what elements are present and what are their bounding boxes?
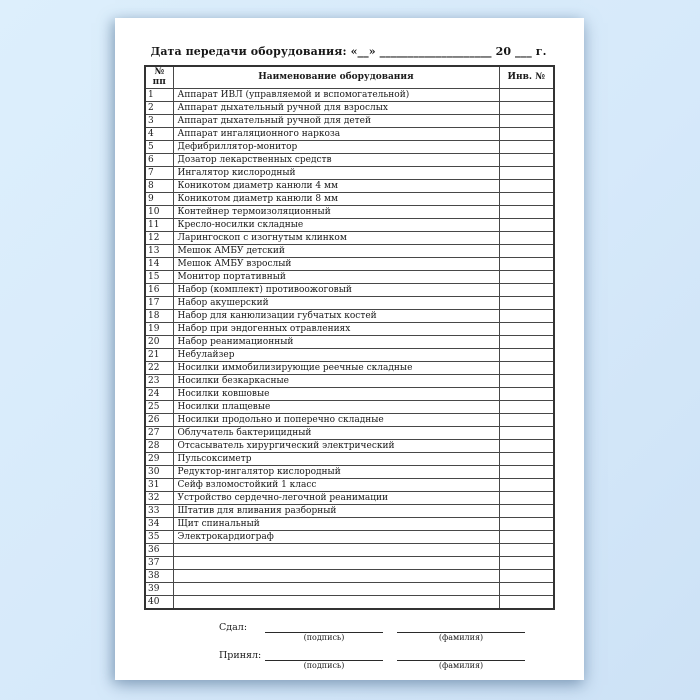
table-cell-name: Мешок АМБУ детский [173,244,499,257]
table-cell-num: 9 [145,192,173,205]
table-cell-num: 34 [145,517,173,530]
table-cell-num: 15 [145,270,173,283]
table-row [145,439,554,452]
table-cell-inv [499,530,554,543]
equipment-table [144,65,555,610]
table-cell-name: Кресло-носилки складные [173,218,499,231]
table-row [145,387,554,400]
table-row [145,179,554,192]
table-cell-inv [499,361,554,374]
table-cell-name: Ингалятор кислородный [173,166,499,179]
table-cell-num: 33 [145,504,173,517]
table-cell-num: 23 [145,374,173,387]
table-row [145,517,554,530]
received-surname-caption: (фамилия) [438,660,484,670]
table-row [145,231,554,244]
table-cell-inv [499,582,554,595]
table-cell-name: Небулайзер [173,348,499,361]
table-cell-num: 11 [145,218,173,231]
table-row [145,218,554,231]
table-row [145,166,554,179]
table-cell-inv [499,439,554,452]
table-row [145,127,554,140]
table-cell-name: Коникотом диаметр канюли 4 мм [173,179,499,192]
table-cell-inv [499,595,554,609]
table-cell-name: Носилки продольно и поперечно складные [173,413,499,426]
table-cell-name: Облучатель бактерицидный [173,426,499,439]
gave-signature-line [265,622,383,633]
table-cell-inv [499,88,554,101]
table-cell-name [173,556,499,569]
table-row [145,153,554,166]
table-cell-name: Аппарат дыхательный ручной для взрослых [173,101,499,114]
table-row [145,114,554,127]
table-cell-num: 39 [145,582,173,595]
table-cell-inv [499,400,554,413]
table-cell-inv [499,192,554,205]
table-cell-num: 26 [145,413,173,426]
table-row [145,296,554,309]
table-row [145,413,554,426]
table-cell-num: 31 [145,478,173,491]
table-cell-inv [499,322,554,335]
table-row [145,140,554,153]
table-cell-inv [499,491,554,504]
received-surname-line [397,650,525,661]
table-cell-num: 25 [145,400,173,413]
table-cell-inv [499,140,554,153]
received-signature-caption: (подпись) [303,660,345,670]
table-cell-num: 35 [145,530,173,543]
received-signature-line [265,650,383,661]
table-row [145,582,554,595]
table-cell-inv [499,283,554,296]
signature-footer [219,620,584,670]
table-row [145,491,554,504]
table-cell-inv [499,296,554,309]
equipment-table-body [145,88,554,609]
table-row [145,348,554,361]
table-cell-inv [499,309,554,322]
table-cell-name [173,543,499,556]
table-row [145,361,554,374]
table-cell-inv [499,270,554,283]
spacer [383,633,397,642]
table-cell-num: 7 [145,166,173,179]
table-cell-inv [499,387,554,400]
table-cell-inv [499,205,554,218]
table-row [145,309,554,322]
table-row [145,283,554,296]
table-row [145,595,554,609]
spacer [383,661,397,670]
gave-label: Сдал: [219,621,248,633]
table-cell-num: 8 [145,179,173,192]
table-cell-name: Мешок АМБУ взрослый [173,257,499,270]
table-cell-inv [499,179,554,192]
table-row [145,426,554,439]
table-row [145,374,554,387]
table-row [145,556,554,569]
table-row [145,530,554,543]
table-row [145,400,554,413]
table-cell-inv [499,478,554,491]
table-row [145,504,554,517]
table-cell-name: Дозатор лекарственных средств [173,153,499,166]
table-cell-name [173,582,499,595]
table-cell-inv [499,244,554,257]
gave-surname-caption: (фамилия) [438,632,484,642]
table-cell-name: Ларингоскоп с изогнутым клинком [173,231,499,244]
table-cell-num: 19 [145,322,173,335]
table-cell-name: Устройство сердечно-легочной реанимации [173,491,499,504]
table-cell-name: Носилки ковшовые [173,387,499,400]
gave-signature-caption: (подпись) [303,632,345,642]
table-row [145,478,554,491]
table-cell-name: Аппарат дыхательный ручной для детей [173,114,499,127]
gave-surname-line [397,622,525,633]
table-cell-num: 4 [145,127,173,140]
table-row [145,205,554,218]
table-header-row [145,66,554,88]
table-cell-name: Отсасыватель хирургический электрический [173,439,499,452]
column-header-number-line2: пп [152,77,166,88]
table-cell-inv [499,335,554,348]
table-cell-num: 37 [145,556,173,569]
table-row [145,101,554,114]
table-cell-num: 30 [145,465,173,478]
table-cell-num: 40 [145,595,173,609]
column-header-name: Наименование оборудования [173,66,499,88]
table-cell-name: Набор реанимационный [173,335,499,348]
table-cell-name: Аппарат ИВЛ (управляемой и вспомогательной) [173,88,499,101]
table-row [145,465,554,478]
table-cell-inv [499,231,554,244]
table-cell-num: 1 [145,88,173,101]
gave-captions [265,633,584,642]
table-cell-name [173,569,499,582]
table-cell-name: Редуктор-ингалятор кислородный [173,465,499,478]
column-header-inventory: Инв. № [499,66,554,88]
table-cell-inv [499,465,554,478]
table-cell-num: 29 [145,452,173,465]
table-cell-name: Щит спинальный [173,517,499,530]
page-title: Дата передачи оборудования: «__» ____________________ 20 ___ г. [150,45,547,58]
table-cell-inv [499,556,554,569]
table-cell-name: Набор для канюлизации губчатых костей [173,309,499,322]
table-cell-name: Аппарат ингаляционного наркоза [173,127,499,140]
table-cell-num: 22 [145,361,173,374]
table-cell-name: Набор (комплект) противоожоговый [173,283,499,296]
table-row [145,270,554,283]
table-cell-name: Контейнер термоизоляционный [173,205,499,218]
table-cell-num: 28 [145,439,173,452]
table-cell-name: Носилки плащевые [173,400,499,413]
table-cell-num: 10 [145,205,173,218]
column-header-number-line1: № [154,67,165,78]
table-cell-inv [499,127,554,140]
table-cell-num: 18 [145,309,173,322]
table-cell-name: Электрокардиограф [173,530,499,543]
table-cell-name: Пульсоксиметр [173,452,499,465]
table-cell-inv [499,543,554,556]
table-cell-inv [499,374,554,387]
table-cell-inv [499,218,554,231]
table-cell-inv [499,348,554,361]
table-cell-inv [499,153,554,166]
table-row [145,452,554,465]
column-header-number [145,66,173,88]
received-label: Принял: [219,649,262,661]
table-cell-name: Штатив для вливания разборный [173,504,499,517]
document-page [115,18,584,680]
table-cell-num: 2 [145,101,173,114]
received-signature-row [219,648,584,661]
table-row [145,569,554,582]
table-cell-num: 24 [145,387,173,400]
table-cell-num: 27 [145,426,173,439]
table-cell-name: Носилки иммобилизирующие реечные складные [173,361,499,374]
table-row [145,543,554,556]
table-cell-num: 5 [145,140,173,153]
table-cell-inv [499,413,554,426]
table-cell-num: 16 [145,283,173,296]
table-cell-inv [499,517,554,530]
table-row [145,257,554,270]
table-cell-name: Набор при эндогенных отравлениях [173,322,499,335]
table-cell-inv [499,257,554,270]
table-cell-num: 21 [145,348,173,361]
table-cell-inv [499,504,554,517]
table-cell-num: 32 [145,491,173,504]
table-row [145,335,554,348]
table-cell-num: 36 [145,543,173,556]
table-row [145,192,554,205]
table-cell-name: Коникотом диаметр канюли 8 мм [173,192,499,205]
table-row [145,244,554,257]
table-cell-num: 14 [145,257,173,270]
table-row [145,322,554,335]
table-row [145,88,554,101]
table-cell-name: Набор акушерский [173,296,499,309]
table-cell-name [173,595,499,609]
table-cell-name: Носилки безкаркасные [173,374,499,387]
table-cell-num: 17 [145,296,173,309]
table-cell-inv [499,114,554,127]
table-cell-name: Дефибриллятор-монитор [173,140,499,153]
table-cell-num: 38 [145,569,173,582]
gave-signature-row [219,620,584,633]
table-cell-inv [499,426,554,439]
table-cell-name: Монитор портативный [173,270,499,283]
table-cell-name: Сейф взломостойкий 1 класс [173,478,499,491]
table-cell-inv [499,569,554,582]
table-cell-num: 12 [145,231,173,244]
received-captions [265,661,584,670]
table-cell-inv [499,452,554,465]
table-cell-num: 6 [145,153,173,166]
table-cell-inv [499,101,554,114]
table-cell-num: 13 [145,244,173,257]
table-cell-inv [499,166,554,179]
table-cell-num: 3 [145,114,173,127]
table-cell-num: 20 [145,335,173,348]
